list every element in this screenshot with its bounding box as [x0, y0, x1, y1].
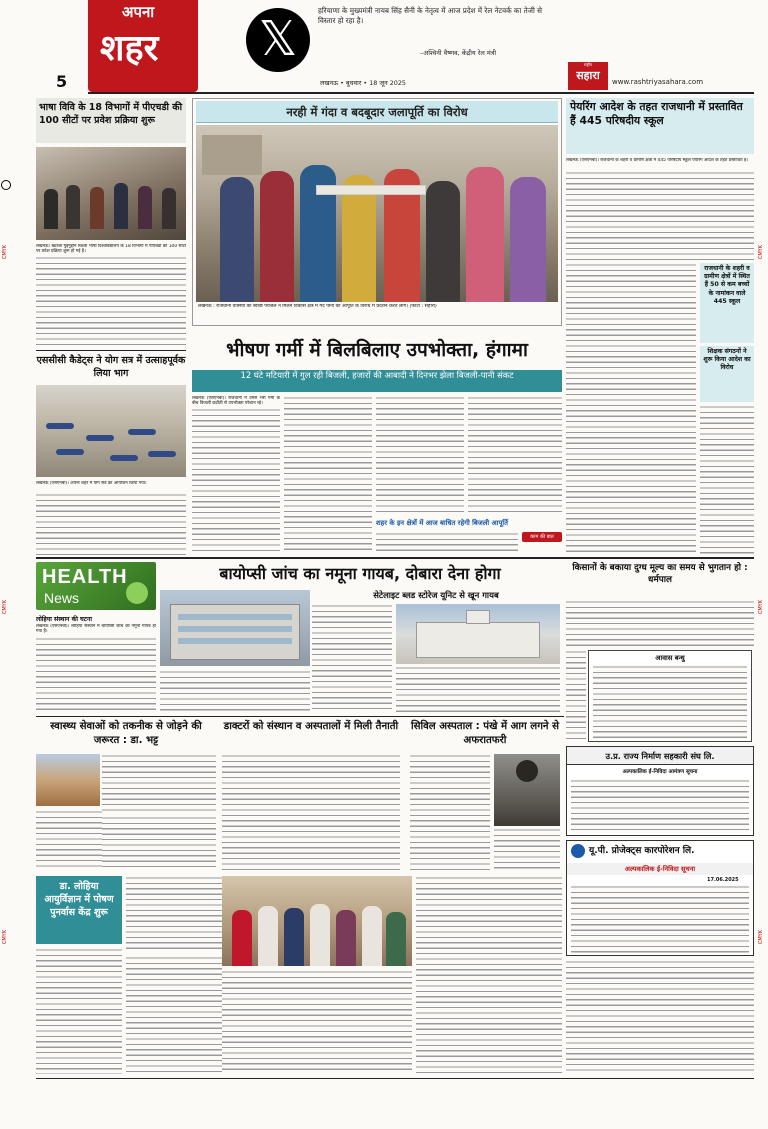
brand-logo — [568, 62, 608, 90]
tender3-sub: अल्पकालिक ई-निविदा सूचना — [624, 865, 696, 873]
school-body-3 — [700, 405, 754, 555]
biopsy-col-4 — [396, 666, 560, 713]
school-pullquote2: शिक्षक संगठनों ने शुरू किया आदेश का विरोध — [703, 348, 751, 372]
right-margin — [756, 0, 768, 1129]
power-box-tag-label: काम की बात — [530, 534, 554, 540]
divider — [36, 716, 564, 717]
tender2-title: उ.प्र. राज्य निर्माण सहकारी संघ लि. — [605, 751, 715, 761]
school-headline: पेयरिंग आदेश के तहत राजधानी में प्रस्तावित हैं 445 परिषदीय स्कूल — [570, 100, 743, 127]
doctors-body — [222, 754, 400, 870]
water-headline: नरही में गंदा व बदबूदार जलापूर्ति का विरोध — [286, 105, 468, 119]
cmyk-label: CMYK — [2, 930, 8, 945]
fans-headline: सिविल अस्पताल : पंखे में आग लगने से अफरातफरी — [410, 721, 560, 746]
farmers-headline: किसानों के बकाया दुग्ध मूल्य का समय से भुगतान हो : धर्मपाल — [572, 563, 748, 585]
dateline-year: 2025 — [389, 79, 406, 87]
power-box-headline: शहर के इन क्षेत्रों में आज बाधित रहेगी बिजली आपूर्ति — [376, 519, 509, 527]
power-headline-box — [192, 332, 562, 368]
fan-photo — [494, 754, 560, 826]
health-services-body — [102, 754, 216, 814]
biopsy-col-3 — [312, 604, 392, 713]
fans-body-3 — [416, 876, 562, 1074]
farmers-body — [566, 600, 754, 648]
lohia-body-3 — [126, 956, 222, 1074]
power-box-tag — [522, 532, 562, 542]
phd-lead: लखनऊ। ख्वाजा मुईनुद्दीन चिश्ती भाषा विश्वविद्यालय के 18 विभागों में पीएचडी की 100 सीटों पर प्रवेश प्रक्रिया शुरू हो गई है। — [36, 244, 186, 254]
ncc-body-text — [36, 493, 186, 555]
tender3-title: यू.पी. प्रोजेक्ट्स कारपोरेशन लि. — [589, 846, 695, 856]
masthead-rule — [88, 92, 754, 94]
power-box-head — [376, 516, 562, 530]
school-pullquote: राजधानी के शहरी व ग्रामीण क्षेत्रों में स्थित हैं 50 से कम बच्चों के नामांकन वाले 445 स्कूल — [704, 265, 750, 305]
school-pullquote-box — [700, 263, 754, 343]
health-logo-sub: News — [44, 590, 80, 606]
dateline-day: बुधवार — [345, 79, 362, 87]
farmers-body-2 — [566, 650, 586, 742]
building-photo — [36, 754, 100, 806]
power-box-text — [376, 532, 518, 554]
water-caption: लखनऊ : राजधानी वासियों को स्वच्छ पेयजल न मिलने विकास क्षेत्र में गंदे पानी की आपूर्ति के विरोध में प्रदर्शन करते लोग। (फोटो : सहारा) — [198, 304, 437, 309]
phd-photo — [36, 147, 186, 240]
x-logo-icon: 𝕏 — [246, 8, 310, 72]
power-col-2 — [284, 396, 372, 554]
website: www.rashtriyasahara.com — [612, 78, 704, 86]
health-logo-text: HEALTH — [42, 566, 128, 588]
fans-body — [410, 754, 490, 870]
ncc-headline: एससीसी कैडेट्स ने योग सत्र में उत्साहपूर्वक लिया भाग — [36, 355, 186, 379]
blood-storage-photo — [396, 604, 560, 664]
phd-story-headline-box — [36, 98, 186, 143]
power-subhead: 12 घंटे मटियारी में गुल रही बिजली, हजारों की आबादी ने दिनभर झेला बिजली-पानी संकट — [240, 370, 514, 380]
fans-body-2 — [494, 828, 560, 870]
tender-ad-nirman — [566, 746, 754, 836]
lohia-body-2 — [126, 876, 222, 952]
page-number: 5 — [56, 72, 68, 91]
biopsy-subhead: सेटेलाइट ब्लड स्टोरेज यूनिट से खून गायब — [373, 590, 499, 600]
tender2-sub: अल्पकालिक ई-निविदा आमंत्रण सूचना — [622, 769, 698, 775]
health-services-body-2 — [36, 810, 102, 870]
power-col-3 — [376, 396, 464, 514]
biopsy-lead: लखनऊ (एसएनबी)। लोहिया संस्थान में बायोप्सी जांच का नमूना गायब हो गया है। — [36, 624, 156, 635]
lohia-headline: डा. लोहिया आयुर्विज्ञान में पोषण पुनर्वास केंद्र शुरू — [44, 881, 114, 918]
school-pullquote2-box — [700, 346, 754, 402]
quote-author: –अश्विनी वैष्णव, केंद्रीय रेल मंत्री — [420, 49, 497, 57]
school-headline-box — [566, 98, 754, 154]
school-body-1 — [566, 171, 754, 261]
health-services-body-3 — [102, 816, 216, 870]
yoga-photo — [36, 385, 186, 477]
upprojects-logo-icon — [571, 844, 585, 858]
power-col-4 — [468, 396, 562, 514]
hospital-photo — [160, 590, 310, 666]
biopsy-col-2 — [160, 670, 310, 713]
tender3-date: 17.06.2025 — [707, 877, 739, 883]
lohia-body-4 — [222, 970, 412, 1074]
divider — [36, 350, 186, 351]
logo-main: शहर — [100, 28, 159, 69]
cmyk-label: CMYK — [758, 930, 764, 945]
tender-ad-upprojects — [566, 840, 754, 956]
power-subhead-bar — [192, 370, 562, 392]
cmyk-label: CMYK — [2, 245, 8, 260]
biopsy-headline: बायोप्सी जांच का नमूना गायब, दोबारा देना होगा — [219, 564, 501, 583]
power-col-1 — [192, 408, 280, 554]
tender3-body-2 — [566, 960, 754, 1074]
lohia-photo — [222, 876, 412, 966]
lohia-body — [36, 948, 122, 1074]
section-logo — [88, 0, 198, 92]
brand-small: राष्ट्रीय — [583, 62, 593, 67]
masthead-quote: हरियाणा के मुख्यमंत्री नायब सिंह सैनी के नेतृत्व में आज प्रदेश में रेल नेटवर्क का तेजी से विस्तार हो रहा है। — [318, 6, 542, 25]
health-news-logo — [36, 562, 156, 610]
lohia-headline-box — [36, 876, 122, 944]
tender-ad-aavas — [588, 650, 752, 742]
power-headline: भीषण गर्मी में बिलबिलाए उपभोक्ता, हंगामा — [226, 339, 528, 361]
dateline-city: लखनऊ — [320, 79, 339, 87]
school-lead: लखनऊ (एसएनबी)। राजधानी के शहरी व ग्रामीण क्षेत्रों में 445 परिषदीय स्कूल पेयरिंग आदेश के तहत प्रस्तावित हैं। — [566, 158, 749, 163]
school-body-2 — [566, 263, 696, 555]
farmers-headline-box — [566, 562, 754, 598]
biopsy-col-1 — [36, 637, 156, 713]
cmyk-label: CMYK — [758, 245, 764, 260]
power-lead: लखनऊ (एसएनबी)। राजधानी में उमस भरी गर्मी के बीच बिजली कटौती से उपभोक्ता परेशान रहे। — [192, 396, 280, 406]
dateline-date: 18 जून — [369, 79, 388, 87]
cmyk-label: CMYK — [2, 600, 8, 615]
phd-headline: भाषा विवि के 18 विभागों में पीएचडी की 100 सीटों पर प्रवेश प्रक्रिया शुरू — [39, 102, 183, 126]
cmyk-label: CMYK — [758, 600, 764, 615]
protest-photo — [196, 125, 558, 302]
brand-name: सहारा — [576, 69, 600, 82]
health-label: लोहिया संस्थान की घटना — [36, 616, 92, 623]
phd-body-text — [36, 256, 186, 348]
registration-mark — [1, 180, 11, 190]
water-headline-bar — [196, 101, 558, 123]
logo-top: अपना — [122, 3, 155, 21]
ncc-lead: लखनऊ (एसएनबी)। अपना शहर में योग सत्र का आयोजन किया गया। — [36, 481, 147, 486]
tender1-title: आवास बन्धु — [655, 654, 685, 662]
doctors-headline: डाक्टरों को संस्थान व अस्पतालों में मिली तैनाती — [223, 721, 399, 732]
section-rule — [36, 557, 754, 559]
health-services-headline: स्वास्थ्य सेवाओं को तकनीक से जोड़ने की जरूरत : डा. भट्ट — [50, 721, 202, 746]
left-margin — [0, 0, 12, 1129]
footer-rule — [36, 1078, 754, 1079]
biopsy-subhead-box — [312, 588, 560, 602]
dateline: लखनऊ • बुधवार • 18 जून 2025 — [320, 79, 406, 87]
